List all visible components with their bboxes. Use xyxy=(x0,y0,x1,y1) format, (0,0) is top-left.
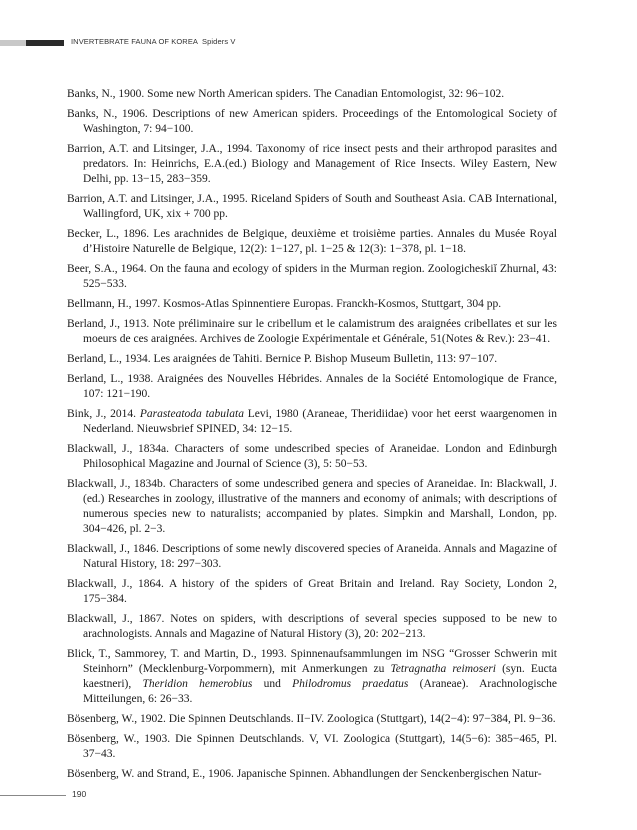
reference-entry xyxy=(67,87,557,102)
reference-text: Barrion, A.T. and Litsinger, J.A., 1995. Riceland Spiders of South and Southeast Asia. CAB International, Wallingford, UK, xix + 700 pp. xyxy=(67,193,557,220)
reference-text: Blackwall, J., 1867. Notes on spiders, with descriptions of several species supposed to be new to arachnologists. Annals and Magazine of Natural History (3), 20: 202−213. xyxy=(67,613,557,640)
header-title: INVERTEBRATE FAUNA OF KOREA xyxy=(71,37,199,46)
species-name: Theridion hemerobius xyxy=(142,678,253,690)
reference-entry xyxy=(67,442,557,472)
reference-entry xyxy=(67,577,557,607)
reference-text: Levi, 1980 (Araneae, Theridiidae) voor het eerst waargenomen in Nederland. Nieuwsbrief SPINED, 34: 12−15. xyxy=(83,408,558,435)
reference-entry xyxy=(67,767,557,782)
reference-entry xyxy=(67,712,557,727)
reference-text: Banks, N., 1906. Descriptions of new American spiders. Proceedings of the Entomological Society of Washington, 7: 94−100. xyxy=(67,108,557,135)
species-name: Tetragnatha reimoseri xyxy=(390,663,496,675)
reference-text: Banks, N., 1900. Some new North American spiders. The Canadian Entomologist, 32: 96−102. xyxy=(67,88,505,100)
reference-entry xyxy=(67,297,557,312)
reference-text: Berland, L., 1938. Araignées des Nouvelles Hébrides. Annales de la Société Entomologique de France, 107: 121−190. xyxy=(67,373,557,400)
reference-text: Blick, T., Sammorey, T. and Martin, D., 1993. Spinnenaufsammlungen im NSG “Grosser Schwerin mit Steinhorn” (Mecklenburg-Vorpommern), mit Anmerkungen zu xyxy=(67,648,557,675)
reference-entry xyxy=(67,352,557,367)
reference-entry xyxy=(67,107,557,137)
species-name: Philodromus praedatus xyxy=(292,678,409,690)
reference-entry xyxy=(67,542,557,572)
reference-text: Blackwall, J., 1834b. Characters of some undescribed genera and species of Araneidae. In: Blackwall, J. (ed.) Researches in zoology, illustrative of the manners and economy of animals; with descriptions of numerous species new to naturalists; accompanied by plates. Simpkin and Marshall, London, pp. 304−426, pl. 2−3. xyxy=(67,478,557,535)
reference-text: Blackwall, J., 1864. A history of the spiders of Great Britain and Ireland. Ray Society, London 2, 175−384. xyxy=(67,578,557,605)
reference-text: Barrion, A.T. and Litsinger, J.A., 1994. Taxonomy of rice insect pests and their arthropod parasites and predators. In: Heinrichs, E.A.(ed.) Biology and Management of Rice Insects. Wiley Eastern, New Delhi, pp. 13−15, 283−359. xyxy=(67,143,557,185)
reference-text: (syn. Eucta kaestneri), xyxy=(83,663,557,690)
reference-text: Blackwall, J., 1846. Descriptions of some newly discovered species of Araneida. Annals and Magazine of Natural History, 18: 297−303. xyxy=(67,543,557,570)
reference-entry xyxy=(67,477,557,537)
reference-text: Bösenberg, W., 1903. Die Spinnen Deutschlands. V, VI. Zoologica (Stuttgart), 14(5−6): 385−465, Pl. 37−43. xyxy=(67,733,557,760)
header-subtitle: Spiders V xyxy=(202,37,236,46)
reference-entry xyxy=(67,262,557,292)
reference-entry xyxy=(67,142,557,187)
reference-entry xyxy=(67,317,557,347)
reference-text: Bellmann, H., 1997. Kosmos-Atlas Spinnentiere Europas. Franckh-Kosmos, Stuttgart, 304 pp. xyxy=(67,298,502,310)
reference-entry xyxy=(67,192,557,222)
reference-text: (Araneae). Arachnologische Mitteilungen, 6: 26−33. xyxy=(83,678,558,705)
reference-text: Bösenberg, W. and Strand, E., 1906. Japanische Spinnen. Abhandlungen der Senckenbergischen Natur- xyxy=(67,768,542,780)
reference-entry xyxy=(67,647,557,707)
reference-text: Berland, J., 1913. Note préliminaire sur le cribellum et le calamistrum des araignées cribellates et sur les moeurs de ces araignées. Archives de Zoologie Expérimentale et Générale, 51(Notes & Rev.): 23−41. xyxy=(67,318,557,345)
header-bar-dark xyxy=(26,40,64,46)
page-number: 190 xyxy=(72,789,87,799)
species-name: Parasteatoda tabulata xyxy=(139,408,244,420)
reference-text: und xyxy=(252,678,293,690)
reference-text: Berland, L., 1934. Les araignées de Tahiti. Bernice P. Bishop Museum Bulletin, 113: 97−107. xyxy=(67,353,498,365)
reference-list xyxy=(67,87,557,787)
header-bar-light xyxy=(0,40,26,46)
reference-text: Bösenberg, W., 1902. Die Spinnen Deutschlands. II−IV. Zoologica (Stuttgart), 14(2−4): 97−384, Pl. 9−36. xyxy=(67,713,556,725)
reference-text: Beer, S.A., 1964. On the fauna and ecology of spiders in the Murman region. Zoologicheskiĭ Zhurnal, 43: 525−533. xyxy=(67,263,557,290)
footer-rule xyxy=(0,795,66,796)
reference-text: Bink, J., 2014. xyxy=(67,408,140,420)
reference-text: Blackwall, J., 1834a. Characters of some undescribed species of Araneidae. London and Edinburgh Philosophical Magazine and Journal of Science (3), 5: 50−53. xyxy=(67,443,557,470)
reference-entry xyxy=(67,407,557,437)
reference-entry xyxy=(67,612,557,642)
reference-entry xyxy=(67,227,557,257)
reference-entry xyxy=(67,372,557,402)
running-header xyxy=(71,37,235,46)
reference-text: Becker, L., 1896. Les arachnides de Belgique, deuxième et troisième parties. Annales du Musée Royal d’Histoire Naturelle de Belgique, 12(2): 1−127, pl. 1−25 & 12(3): 1−378, pl. 1−18. xyxy=(67,228,557,255)
reference-entry xyxy=(67,732,557,762)
